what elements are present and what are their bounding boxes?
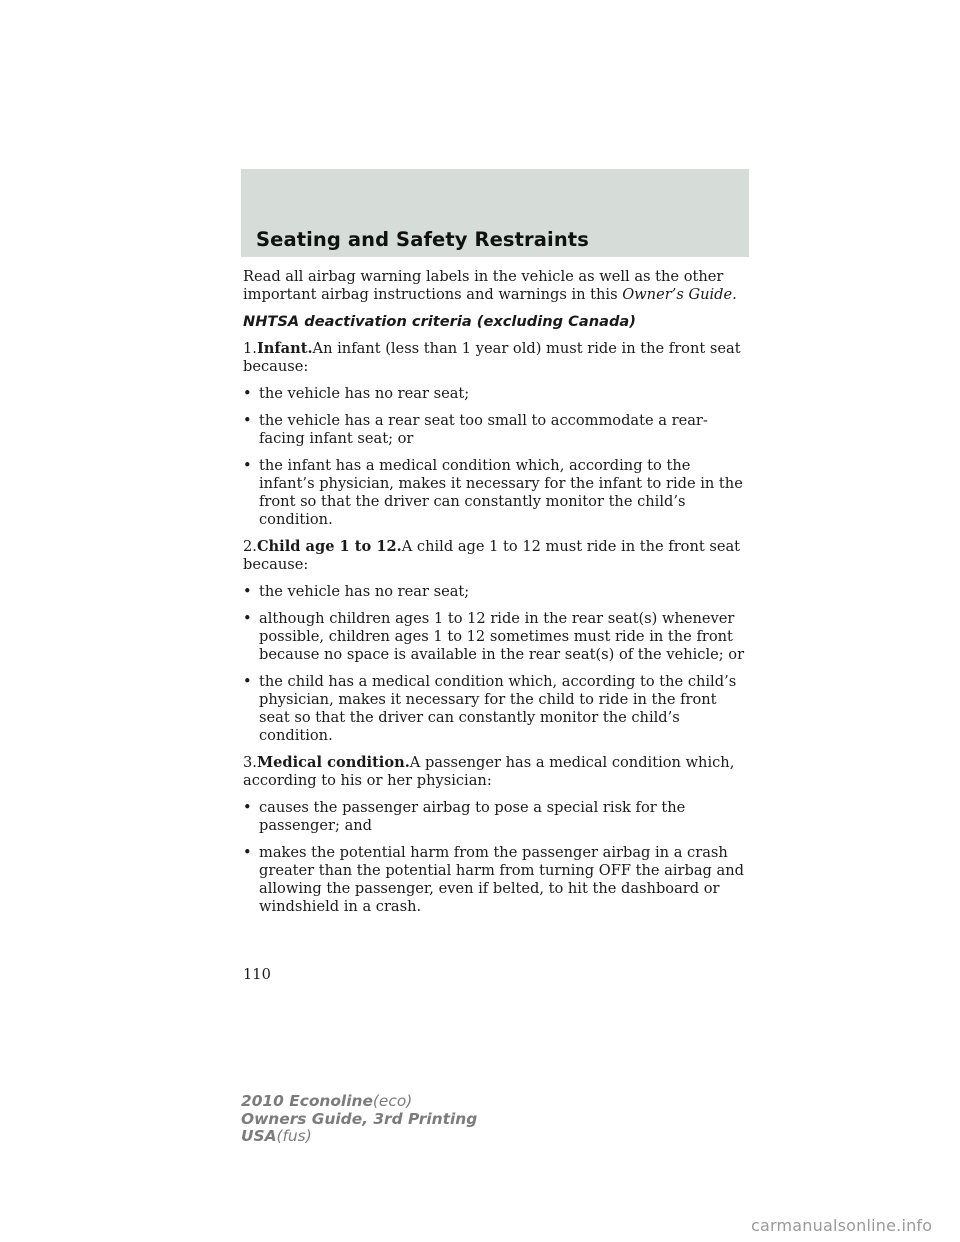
bullet-item: • the vehicle has a rear seat too small to accommodate a rear-facing infant seat; or [243, 412, 708, 447]
page-content [243, 268, 749, 925]
bullet-item: • makes the potential harm from the passenger airbag in a crash greater than the potential harm from turning OFF the airbag and allowing the passenger, even if belted, to hit the dashboard or windshield in a crash. [243, 844, 744, 915]
item-title: Child age 1 to 12. [256, 538, 402, 555]
bullet-glyph: • [243, 457, 252, 474]
criteria-item [243, 340, 749, 376]
item-number: 1. [243, 340, 257, 357]
footer-line: USA(fus) [241, 1127, 312, 1145]
section-title: Seating and Safety Restraints [256, 228, 589, 251]
bullet-glyph: • [243, 673, 252, 690]
item-number: 3. [243, 754, 257, 771]
bullet-glyph: • [243, 799, 252, 816]
item-number: 2. [243, 538, 257, 555]
item-text: An infant (less than 1 year old) must ride in the front seat because: [243, 340, 741, 375]
criteria-item [243, 538, 749, 574]
page-number: 110 [243, 966, 271, 983]
bullet-glyph: • [243, 610, 252, 627]
footer-line: 2010 Econoline(eco) [241, 1092, 413, 1110]
intro-paragraph: Read all airbag warning labels in the vehicle as well as the other important airbag instructions and warnings in this Owner’s Guide. [243, 268, 737, 303]
bullet-item: • the child has a medical condition which, according to the child’s physician, makes it necessary for the child to ride in the front seat so that the driver can constantly monitor the child’s condition. [243, 673, 737, 744]
watermark: carmanualsonline.info [751, 1216, 933, 1235]
item-title: Medical condition. [256, 754, 410, 771]
item-text: A child age 1 to 12 must ride in the front seat because: [243, 538, 741, 573]
item-text: A passenger has a medical condition which, according to his or her physician: [243, 754, 735, 789]
bullet-glyph: • [243, 844, 252, 861]
item-title: Infant. [256, 340, 313, 357]
criteria-subheading: NHTSA deactivation criteria (excluding Canada) [243, 313, 636, 330]
bullet-item: • the vehicle has no rear seat; [243, 385, 470, 402]
bullet-glyph: • [243, 412, 252, 429]
bullet-item: • although children ages 1 to 12 ride in the rear seat(s) whenever possible, children ages 1 to 12 sometimes must ride in the front because no space is available in the rear seat(s) of the vehicle; or [243, 610, 745, 663]
bullet-item: • the vehicle has no rear seat; [243, 583, 470, 600]
criteria-item [243, 754, 749, 790]
bullet-glyph: • [243, 583, 252, 600]
footer-line: Owners Guide, 3rd Printing [241, 1109, 478, 1128]
guide-title: Owner’s Guide [622, 286, 733, 303]
bullet-item: • the infant has a medical condition which, according to the infant’s physician, makes it necessary for the infant to ride in the front so that the driver can constantly monitor the child’s condition. [243, 457, 743, 528]
bullet-glyph: • [243, 385, 252, 402]
document-footer [241, 1093, 477, 1146]
bullet-item: • causes the passenger airbag to pose a special risk for the passenger; and [243, 799, 686, 834]
